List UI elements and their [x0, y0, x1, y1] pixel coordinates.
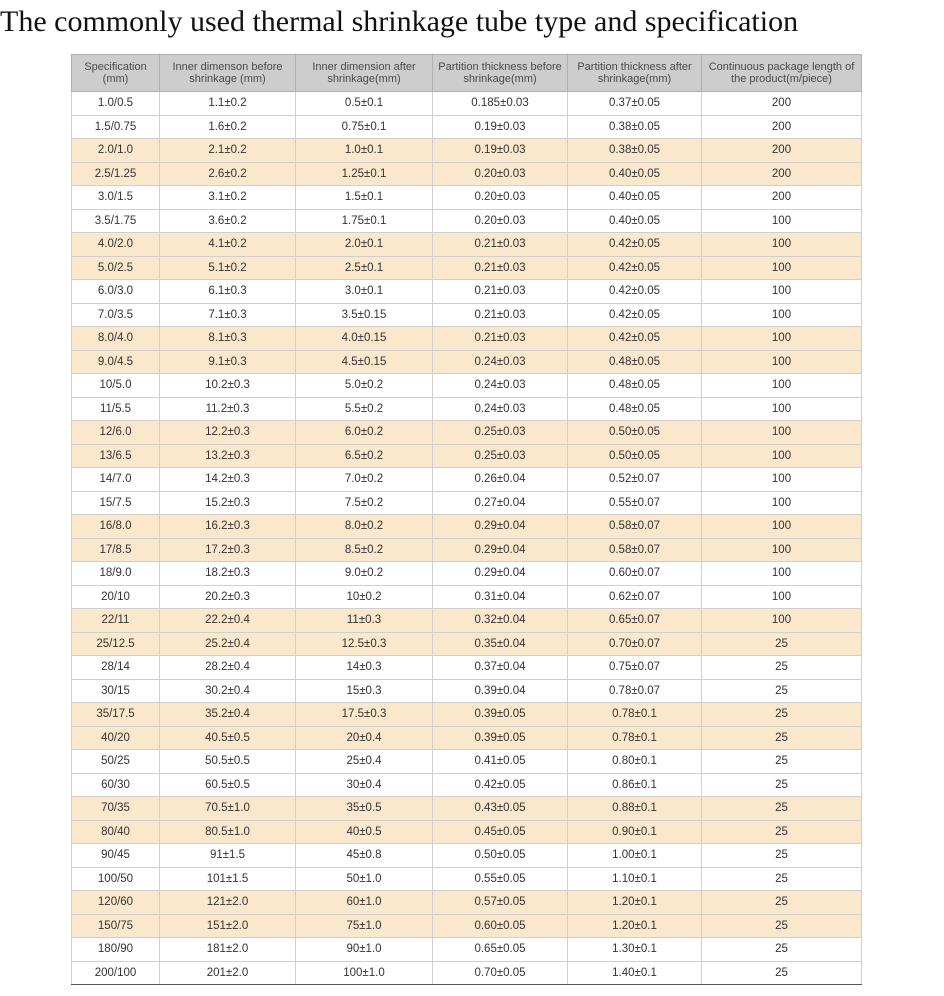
cell-specification: 90/45 [72, 844, 160, 868]
table-row [72, 350, 862, 374]
cell-thickness-before: 0.50±0.05 [433, 844, 568, 868]
cell-package-length: 25 [702, 867, 862, 891]
cell-inner-after: 60±1.0 [296, 891, 433, 915]
table-row [72, 703, 862, 727]
cell-thickness-before: 0.31±0.04 [433, 585, 568, 609]
cell-specification: 200/100 [72, 961, 160, 985]
cell-thickness-after: 1.40±0.1 [568, 961, 702, 985]
table-row [72, 914, 862, 938]
cell-package-length: 200 [702, 186, 862, 210]
cell-thickness-after: 0.78±0.1 [568, 726, 702, 750]
column-header-inner-after: Inner dimension after shrinkage(mm) [296, 55, 433, 92]
cell-package-length: 25 [702, 679, 862, 703]
cell-inner-after: 25±0.4 [296, 750, 433, 774]
cell-specification: 6.0/3.0 [72, 280, 160, 304]
cell-inner-before: 1.6±0.2 [160, 115, 296, 139]
cell-thickness-before: 0.21±0.03 [433, 256, 568, 280]
table-row [72, 374, 862, 398]
cell-specification: 1.5/0.75 [72, 115, 160, 139]
table-row [72, 139, 862, 163]
cell-specification: 7.0/3.5 [72, 303, 160, 327]
cell-inner-before: 10.2±0.3 [160, 374, 296, 398]
cell-thickness-before: 0.19±0.03 [433, 115, 568, 139]
cell-package-length: 100 [702, 397, 862, 421]
cell-package-length: 100 [702, 350, 862, 374]
cell-package-length: 25 [702, 632, 862, 656]
cell-specification: 80/40 [72, 820, 160, 844]
cell-inner-before: 121±2.0 [160, 891, 296, 915]
cell-inner-before: 151±2.0 [160, 914, 296, 938]
cell-package-length: 25 [702, 656, 862, 680]
cell-thickness-before: 0.20±0.03 [433, 186, 568, 210]
cell-package-length: 100 [702, 538, 862, 562]
cell-inner-after: 1.75±0.1 [296, 209, 433, 233]
table-row [72, 750, 862, 774]
cell-inner-before: 12.2±0.3 [160, 421, 296, 445]
table-row [72, 797, 862, 821]
cell-inner-after: 100±1.0 [296, 961, 433, 985]
cell-thickness-before: 0.24±0.03 [433, 350, 568, 374]
cell-inner-before: 7.1±0.3 [160, 303, 296, 327]
cell-package-length: 100 [702, 256, 862, 280]
cell-package-length: 100 [702, 562, 862, 586]
cell-inner-after: 6.5±0.2 [296, 444, 433, 468]
cell-inner-before: 20.2±0.3 [160, 585, 296, 609]
table-row [72, 491, 862, 515]
cell-thickness-before: 0.24±0.03 [433, 374, 568, 398]
cell-thickness-after: 0.88±0.1 [568, 797, 702, 821]
cell-thickness-after: 0.38±0.05 [568, 115, 702, 139]
cell-thickness-after: 0.42±0.05 [568, 256, 702, 280]
cell-inner-before: 30.2±0.4 [160, 679, 296, 703]
cell-inner-after: 14±0.3 [296, 656, 433, 680]
cell-package-length: 100 [702, 444, 862, 468]
cell-thickness-after: 0.50±0.05 [568, 421, 702, 445]
table-row [72, 256, 862, 280]
cell-thickness-after: 0.42±0.05 [568, 280, 702, 304]
cell-package-length: 100 [702, 374, 862, 398]
cell-specification: 11/5.5 [72, 397, 160, 421]
page-title: The commonly used thermal shrinkage tube type and specification [0, 5, 799, 38]
cell-thickness-after: 0.42±0.05 [568, 327, 702, 351]
cell-thickness-before: 0.39±0.05 [433, 703, 568, 727]
cell-inner-after: 5.0±0.2 [296, 374, 433, 398]
cell-thickness-before: 0.37±0.04 [433, 656, 568, 680]
cell-thickness-before: 0.35±0.04 [433, 632, 568, 656]
cell-thickness-before: 0.29±0.04 [433, 515, 568, 539]
cell-thickness-after: 0.58±0.07 [568, 538, 702, 562]
cell-thickness-before: 0.43±0.05 [433, 797, 568, 821]
table-row [72, 585, 862, 609]
table-header-row [72, 55, 862, 92]
cell-specification: 17/8.5 [72, 538, 160, 562]
cell-package-length: 100 [702, 303, 862, 327]
cell-inner-after: 9.0±0.2 [296, 562, 433, 586]
table-row [72, 515, 862, 539]
table-row [72, 961, 862, 985]
cell-thickness-before: 0.20±0.03 [433, 162, 568, 186]
cell-thickness-before: 0.41±0.05 [433, 750, 568, 774]
column-header-specification: Specification (mm) [72, 55, 160, 92]
table-row [72, 209, 862, 233]
cell-package-length: 100 [702, 280, 862, 304]
cell-inner-after: 0.75±0.1 [296, 115, 433, 139]
cell-thickness-before: 0.32±0.04 [433, 609, 568, 633]
cell-inner-after: 3.5±0.15 [296, 303, 433, 327]
cell-specification: 10/5.0 [72, 374, 160, 398]
cell-inner-before: 40.5±0.5 [160, 726, 296, 750]
cell-thickness-after: 1.00±0.1 [568, 844, 702, 868]
cell-inner-after: 10±0.2 [296, 585, 433, 609]
cell-thickness-before: 0.39±0.05 [433, 726, 568, 750]
cell-thickness-before: 0.19±0.03 [433, 139, 568, 163]
table-row [72, 233, 862, 257]
cell-thickness-after: 0.60±0.07 [568, 562, 702, 586]
table-row [72, 820, 862, 844]
cell-inner-after: 40±0.5 [296, 820, 433, 844]
cell-package-length: 25 [702, 938, 862, 962]
cell-thickness-after: 0.48±0.05 [568, 397, 702, 421]
cell-inner-before: 9.1±0.3 [160, 350, 296, 374]
cell-inner-after: 7.0±0.2 [296, 468, 433, 492]
cell-inner-after: 17.5±0.3 [296, 703, 433, 727]
cell-inner-before: 35.2±0.4 [160, 703, 296, 727]
cell-thickness-after: 0.70±0.07 [568, 632, 702, 656]
cell-specification: 100/50 [72, 867, 160, 891]
cell-thickness-after: 0.78±0.1 [568, 703, 702, 727]
cell-inner-after: 8.5±0.2 [296, 538, 433, 562]
table-row [72, 280, 862, 304]
table-body [72, 92, 862, 985]
cell-thickness-after: 1.10±0.1 [568, 867, 702, 891]
table-row [72, 656, 862, 680]
cell-inner-after: 2.5±0.1 [296, 256, 433, 280]
cell-package-length: 100 [702, 468, 862, 492]
table-row [72, 562, 862, 586]
cell-specification: 3.0/1.5 [72, 186, 160, 210]
cell-inner-after: 4.5±0.15 [296, 350, 433, 374]
table-row [72, 679, 862, 703]
table-row [72, 327, 862, 351]
cell-thickness-before: 0.25±0.03 [433, 421, 568, 445]
cell-thickness-before: 0.21±0.03 [433, 233, 568, 257]
cell-thickness-after: 1.30±0.1 [568, 938, 702, 962]
specification-table [71, 54, 862, 985]
cell-specification: 120/60 [72, 891, 160, 915]
cell-specification: 50/25 [72, 750, 160, 774]
cell-package-length: 100 [702, 491, 862, 515]
cell-specification: 25/12.5 [72, 632, 160, 656]
table-row [72, 891, 862, 915]
cell-inner-after: 12.5±0.3 [296, 632, 433, 656]
cell-thickness-after: 0.86±0.1 [568, 773, 702, 797]
cell-inner-after: 1.0±0.1 [296, 139, 433, 163]
cell-package-length: 100 [702, 585, 862, 609]
table-row [72, 421, 862, 445]
cell-thickness-before: 0.25±0.03 [433, 444, 568, 468]
cell-specification: 18/9.0 [72, 562, 160, 586]
cell-package-length: 25 [702, 797, 862, 821]
cell-thickness-before: 0.21±0.03 [433, 327, 568, 351]
cell-inner-before: 4.1±0.2 [160, 233, 296, 257]
cell-package-length: 200 [702, 115, 862, 139]
cell-package-length: 25 [702, 820, 862, 844]
cell-specification: 2.0/1.0 [72, 139, 160, 163]
cell-package-length: 25 [702, 703, 862, 727]
cell-specification: 30/15 [72, 679, 160, 703]
table-row [72, 468, 862, 492]
cell-inner-before: 80.5±1.0 [160, 820, 296, 844]
cell-thickness-before: 0.39±0.04 [433, 679, 568, 703]
cell-inner-before: 50.5±0.5 [160, 750, 296, 774]
cell-specification: 15/7.5 [72, 491, 160, 515]
cell-package-length: 100 [702, 421, 862, 445]
cell-thickness-after: 0.37±0.05 [568, 92, 702, 116]
cell-thickness-before: 0.60±0.05 [433, 914, 568, 938]
cell-package-length: 25 [702, 961, 862, 985]
cell-inner-before: 3.1±0.2 [160, 186, 296, 210]
cell-inner-after: 5.5±0.2 [296, 397, 433, 421]
cell-inner-after: 0.5±0.1 [296, 92, 433, 116]
cell-inner-before: 18.2±0.3 [160, 562, 296, 586]
cell-specification: 22/11 [72, 609, 160, 633]
cell-inner-after: 75±1.0 [296, 914, 433, 938]
cell-specification: 60/30 [72, 773, 160, 797]
table-row [72, 632, 862, 656]
cell-thickness-after: 0.48±0.05 [568, 350, 702, 374]
cell-thickness-after: 0.48±0.05 [568, 374, 702, 398]
table-row [72, 444, 862, 468]
cell-inner-before: 25.2±0.4 [160, 632, 296, 656]
cell-inner-after: 50±1.0 [296, 867, 433, 891]
cell-inner-after: 20±0.4 [296, 726, 433, 750]
cell-inner-before: 91±1.5 [160, 844, 296, 868]
table-row [72, 115, 862, 139]
cell-thickness-after: 1.20±0.1 [568, 891, 702, 915]
cell-inner-after: 30±0.4 [296, 773, 433, 797]
cell-specification: 150/75 [72, 914, 160, 938]
cell-thickness-before: 0.185±0.03 [433, 92, 568, 116]
cell-specification: 14/7.0 [72, 468, 160, 492]
cell-inner-before: 60.5±0.5 [160, 773, 296, 797]
cell-inner-after: 8.0±0.2 [296, 515, 433, 539]
cell-specification: 13/6.5 [72, 444, 160, 468]
cell-thickness-after: 0.80±0.1 [568, 750, 702, 774]
cell-inner-after: 1.25±0.1 [296, 162, 433, 186]
column-header-package-length: Continuous package length of the product(m/piece) [702, 55, 862, 92]
cell-thickness-after: 1.20±0.1 [568, 914, 702, 938]
cell-thickness-before: 0.26±0.04 [433, 468, 568, 492]
cell-thickness-after: 0.38±0.05 [568, 139, 702, 163]
table-row [72, 609, 862, 633]
cell-specification: 40/20 [72, 726, 160, 750]
cell-inner-before: 16.2±0.3 [160, 515, 296, 539]
column-header-thickness-after: Partition thickness after shrinkage(mm) [568, 55, 702, 92]
cell-specification: 70/35 [72, 797, 160, 821]
cell-thickness-after: 0.40±0.05 [568, 186, 702, 210]
cell-inner-before: 3.6±0.2 [160, 209, 296, 233]
cell-thickness-before: 0.42±0.05 [433, 773, 568, 797]
table-row [72, 538, 862, 562]
cell-inner-before: 15.2±0.3 [160, 491, 296, 515]
cell-thickness-after: 0.78±0.07 [568, 679, 702, 703]
table-row [72, 938, 862, 962]
cell-thickness-before: 0.21±0.03 [433, 280, 568, 304]
table-row [72, 162, 862, 186]
cell-thickness-after: 0.65±0.07 [568, 609, 702, 633]
cell-inner-before: 14.2±0.3 [160, 468, 296, 492]
cell-package-length: 200 [702, 92, 862, 116]
cell-inner-after: 90±1.0 [296, 938, 433, 962]
cell-thickness-after: 0.50±0.05 [568, 444, 702, 468]
cell-package-length: 100 [702, 209, 862, 233]
cell-inner-after: 45±0.8 [296, 844, 433, 868]
cell-inner-after: 35±0.5 [296, 797, 433, 821]
table-row [72, 844, 862, 868]
cell-specification: 9.0/4.5 [72, 350, 160, 374]
column-header-inner-before: Inner dimenson before shrinkage (mm) [160, 55, 296, 92]
table-row [72, 303, 862, 327]
cell-package-length: 100 [702, 327, 862, 351]
cell-package-length: 25 [702, 891, 862, 915]
cell-specification: 5.0/2.5 [72, 256, 160, 280]
cell-inner-before: 8.1±0.3 [160, 327, 296, 351]
cell-specification: 16/8.0 [72, 515, 160, 539]
cell-specification: 1.0/0.5 [72, 92, 160, 116]
cell-inner-before: 11.2±0.3 [160, 397, 296, 421]
cell-inner-before: 17.2±0.3 [160, 538, 296, 562]
cell-thickness-after: 0.55±0.07 [568, 491, 702, 515]
cell-thickness-after: 0.40±0.05 [568, 162, 702, 186]
cell-thickness-after: 0.75±0.07 [568, 656, 702, 680]
cell-inner-before: 6.1±0.3 [160, 280, 296, 304]
cell-package-length: 25 [702, 914, 862, 938]
cell-thickness-after: 0.52±0.07 [568, 468, 702, 492]
cell-thickness-after: 0.42±0.05 [568, 303, 702, 327]
cell-specification: 3.5/1.75 [72, 209, 160, 233]
cell-inner-before: 70.5±1.0 [160, 797, 296, 821]
cell-inner-before: 2.1±0.2 [160, 139, 296, 163]
cell-thickness-before: 0.29±0.04 [433, 538, 568, 562]
cell-specification: 28/14 [72, 656, 160, 680]
cell-thickness-before: 0.20±0.03 [433, 209, 568, 233]
cell-specification: 12/6.0 [72, 421, 160, 445]
cell-thickness-before: 0.65±0.05 [433, 938, 568, 962]
cell-inner-after: 2.0±0.1 [296, 233, 433, 257]
cell-thickness-after: 0.62±0.07 [568, 585, 702, 609]
cell-specification: 2.5/1.25 [72, 162, 160, 186]
cell-thickness-after: 0.42±0.05 [568, 233, 702, 257]
cell-specification: 180/90 [72, 938, 160, 962]
cell-thickness-before: 0.24±0.03 [433, 397, 568, 421]
table-row [72, 186, 862, 210]
cell-package-length: 25 [702, 726, 862, 750]
cell-thickness-before: 0.21±0.03 [433, 303, 568, 327]
cell-package-length: 25 [702, 773, 862, 797]
cell-package-length: 25 [702, 750, 862, 774]
cell-inner-before: 22.2±0.4 [160, 609, 296, 633]
cell-thickness-before: 0.70±0.05 [433, 961, 568, 985]
cell-thickness-after: 0.58±0.07 [568, 515, 702, 539]
table-row [72, 397, 862, 421]
cell-inner-before: 101±1.5 [160, 867, 296, 891]
cell-thickness-after: 0.90±0.1 [568, 820, 702, 844]
cell-package-length: 200 [702, 162, 862, 186]
cell-inner-after: 7.5±0.2 [296, 491, 433, 515]
table-row [72, 773, 862, 797]
cell-thickness-before: 0.45±0.05 [433, 820, 568, 844]
cell-inner-after: 11±0.3 [296, 609, 433, 633]
table-row [72, 867, 862, 891]
cell-specification: 35/17.5 [72, 703, 160, 727]
cell-inner-before: 13.2±0.3 [160, 444, 296, 468]
cell-specification: 20/10 [72, 585, 160, 609]
table-row [72, 92, 862, 116]
cell-inner-after: 4.0±0.15 [296, 327, 433, 351]
cell-inner-after: 3.0±0.1 [296, 280, 433, 304]
table-row [72, 726, 862, 750]
cell-specification: 4.0/2.0 [72, 233, 160, 257]
cell-package-length: 100 [702, 609, 862, 633]
cell-package-length: 100 [702, 515, 862, 539]
cell-package-length: 25 [702, 844, 862, 868]
cell-inner-before: 5.1±0.2 [160, 256, 296, 280]
cell-thickness-after: 0.40±0.05 [568, 209, 702, 233]
cell-inner-after: 15±0.3 [296, 679, 433, 703]
cell-inner-before: 2.6±0.2 [160, 162, 296, 186]
cell-specification: 8.0/4.0 [72, 327, 160, 351]
cell-inner-after: 6.0±0.2 [296, 421, 433, 445]
cell-thickness-before: 0.27±0.04 [433, 491, 568, 515]
cell-thickness-before: 0.29±0.04 [433, 562, 568, 586]
cell-inner-before: 28.2±0.4 [160, 656, 296, 680]
cell-package-length: 200 [702, 139, 862, 163]
cell-inner-after: 1.5±0.1 [296, 186, 433, 210]
cell-thickness-before: 0.57±0.05 [433, 891, 568, 915]
column-header-thickness-before: Partition thickness before shrinkage(mm) [433, 55, 568, 92]
cell-package-length: 100 [702, 233, 862, 257]
cell-inner-before: 1.1±0.2 [160, 92, 296, 116]
cell-thickness-before: 0.55±0.05 [433, 867, 568, 891]
cell-inner-before: 201±2.0 [160, 961, 296, 985]
cell-inner-before: 181±2.0 [160, 938, 296, 962]
